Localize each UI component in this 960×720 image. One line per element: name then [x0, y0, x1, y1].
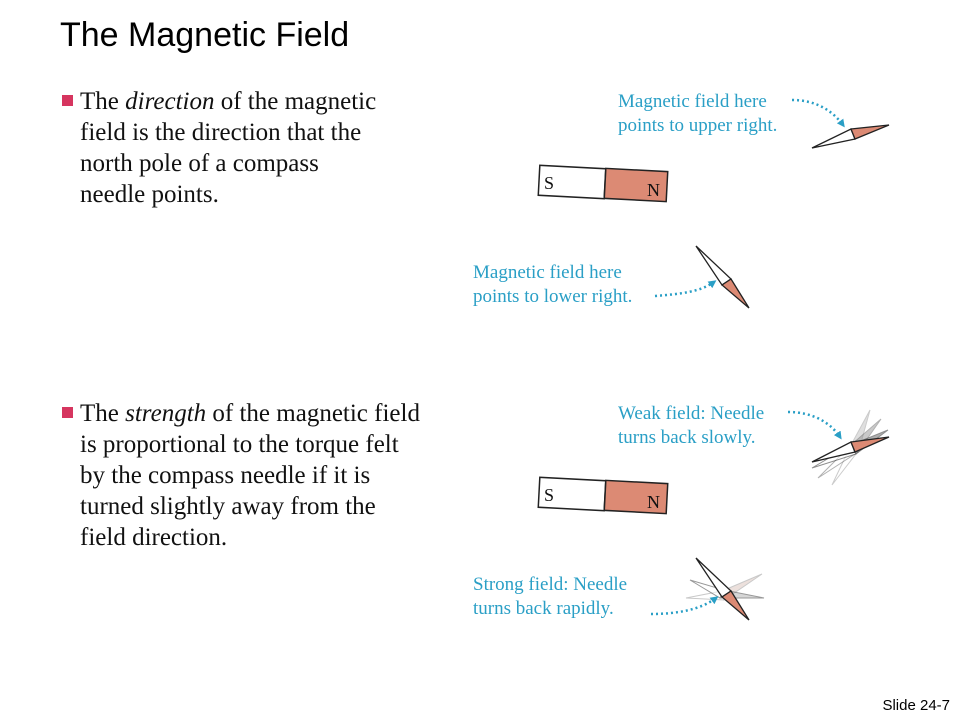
- callout-line: points to upper right.: [618, 115, 778, 136]
- callout-weak-field: [618, 402, 764, 450]
- bullet-text-run: of the magnetic field: [206, 400, 420, 427]
- callout-line: Magnetic field here: [473, 262, 622, 283]
- callout-lower-right: [473, 261, 632, 309]
- emphasis-text: direction: [125, 88, 215, 115]
- magnet-south-label: S: [544, 173, 555, 193]
- bullet-text-run: of the magnetic: [214, 88, 377, 115]
- magnet-north-label: N: [647, 180, 660, 200]
- slide-title: The Magnetic Field: [60, 16, 350, 54]
- compass-needle-weak-field: [812, 410, 889, 485]
- bullet-text-run: north pole of a compass: [80, 150, 319, 177]
- bullet-text-run: The: [80, 400, 126, 427]
- compass-needle-lower-right: [696, 246, 749, 308]
- bullet-text-run: by the compass needle if it is: [80, 462, 371, 489]
- callout-line: points to lower right.: [473, 286, 633, 307]
- bullet-text-run: is proportional to the torque felt: [80, 431, 399, 458]
- bullet-text-run: needle points.: [80, 181, 219, 208]
- bullet-text-run: field is the direction that the: [80, 119, 362, 146]
- magnet-north-label: N: [647, 492, 660, 512]
- slide-number: Slide 24-7: [882, 697, 950, 714]
- compass-needle-strong-field: [686, 558, 764, 620]
- magnet-south-label: S: [544, 485, 555, 505]
- callout-line: Strong field: Needle: [473, 574, 628, 595]
- callout-line: Magnetic field here: [618, 91, 767, 112]
- bullet-text-run: field direction.: [80, 524, 228, 551]
- bullet-text-run: turned slightly away from the: [80, 493, 376, 520]
- bar-magnet-bottom: [538, 477, 667, 513]
- callout-line: Weak field: Needle: [618, 403, 765, 424]
- callout-arrow-weak: [788, 412, 840, 437]
- bullet-text-run: The: [80, 88, 126, 115]
- emphasis-text: strength: [125, 400, 207, 427]
- callout-upper-right: [618, 90, 777, 138]
- compass-needle-upper-right: [812, 125, 889, 148]
- callout-line: turns back slowly.: [618, 427, 756, 448]
- bar-magnet-top: [538, 165, 667, 201]
- callout-arrow-lower: [655, 282, 714, 296]
- callout-strong-field: [473, 573, 627, 621]
- callout-arrow-upper: [792, 100, 843, 125]
- callout-line: turns back rapidly.: [473, 598, 614, 619]
- callout-arrow-strong: [651, 598, 716, 614]
